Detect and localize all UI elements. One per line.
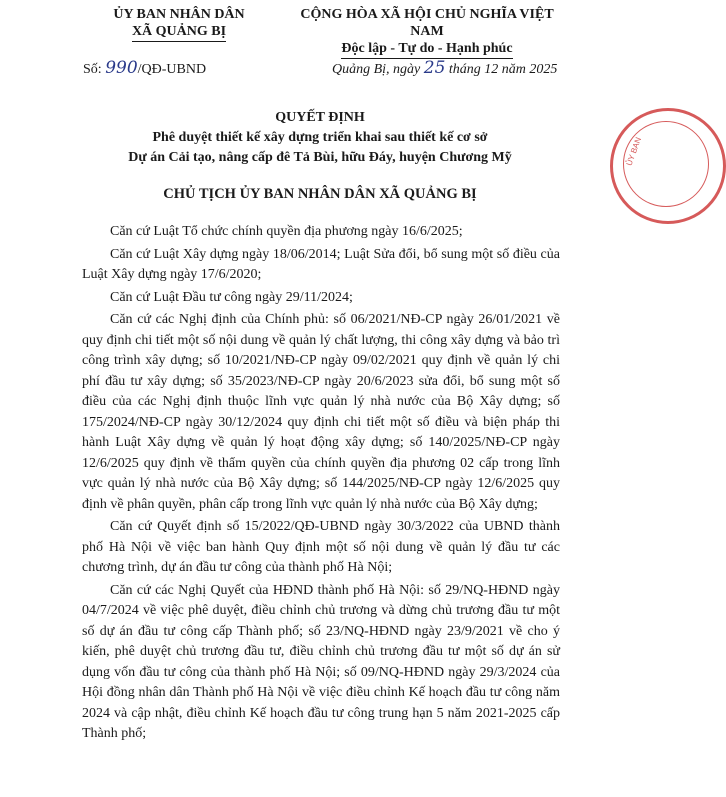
reference-number-handwritten: 990: [105, 58, 138, 78]
legal-basis-paragraph: Căn cứ các Nghị Quyết của HĐND thành phố Hà Nội: số 29/NQ-HĐND ngày 04/7/2024 về việc phê duyệt, điều chỉnh chủ trương và dừng chủ trương đầu tư một số dự án đầu tư công cấp Thành phố; số 23/NQ-HĐND ngày 23/9/2021 về cho ý kiến, phê duyệt chủ trương đầu tư, điều chỉnh chủ trương đầu tư một số dự án sử dụng vốn đầu tư công của thành phố Hà Nội; số 09/NQ-HĐND ngày 29/3/2024 của Hội đồng nhân dân Thành phố Hà Nội về việc điều chỉnh Kế hoạch đầu tư công năm 2024 và cập nhật, điều chỉnh Kế hoạch đầu tư công trung hạn 5 năm 2021-2025 cấp Thành phố;: [82, 582, 560, 741]
issuer-line1: ỦY BAN NHÂN DÂN: [113, 7, 245, 22]
reference-suffix: /QĐ-UBND: [137, 62, 207, 77]
issuer-block: [84, 6, 274, 42]
official-seal: [610, 108, 726, 224]
date-day-handwritten: 25: [423, 58, 446, 78]
legal-basis-paragraph: Căn cứ Quyết định số 15/2022/QĐ-UBND ngày 30/3/2022 của UBND thành phố Hà Nội về việc ban hành Quy định một số nội dung về quản lý đầu tư các chương trình, dự án đầu tư công của thành phố Hà Nội;: [82, 519, 560, 575]
issuing-authority: CHỦ TỊCH ỦY BAN NHÂN DÂN XÃ QUẢNG BỊ: [163, 186, 477, 202]
legal-basis-paragraph: Căn cứ Luật Xây dựng ngày 18/06/2014; Luật Sửa đổi, bổ sung một số điều của Luật Xây dựng ngày 17/6/2020;: [82, 246, 560, 282]
date-suffix: tháng 12 năm 2025: [448, 62, 558, 77]
national-title: CỘNG HÒA XÃ HỘI CHỦ NGHĨA VIỆT NAM: [300, 7, 554, 39]
national-header: [292, 6, 562, 59]
issue-date: [332, 58, 557, 78]
seal-text: ỦY BAN: [624, 136, 644, 167]
date-prefix: Quảng Bị, ngày: [332, 62, 421, 77]
national-motto: Độc lập - Tự do - Hạnh phúc: [341, 40, 512, 59]
reference-number: [83, 58, 206, 78]
document-type: QUYẾT ĐỊNH: [275, 110, 365, 125]
document-subtitle-2: Dự án Cải tạo, nâng cấp đê Tả Bùi, hữu Đáy, huyện Chương Mỹ: [128, 150, 512, 165]
issuer-line2: XÃ QUẢNG BỊ: [132, 23, 226, 42]
reference-prefix: Số:: [83, 62, 102, 77]
legal-basis-paragraph: Căn cứ các Nghị định của Chính phủ: số 06/2021/NĐ-CP ngày 26/01/2021 về quy định chi tiết một số nội dung về quản lý chất lượng, thi công xây dựng và bảo trì công trình xây dựng; số 10/2021/NĐ-CP ngày 09/02/2021 quy định về quản lý chi phí đầu tư xây dựng; số 35/2023/NĐ-CP ngày 20/6/2023 sửa đổi, bổ sung một số điều của các Nghị định thuộc lĩnh vực quản lý nhà nước của Bộ Xây dựng; số 175/2024/NĐ-CP ngày 30/12/2024 quy định chi tiết một số điều và biện pháp thi hành Luật Xây dựng về quản lý hoạt động xây dựng; số 140/2025/NĐ-CP ngày 12/6/2025 quy định về thẩm quyền của chính quyền địa phương 02 cấp trong lĩnh vực quản lý nhà nước của Bộ Xây dựng; số 144/2025/NĐ-CP ngày 12/6/2025 quy định về phân quyền, phân cấp trong lĩnh vực quản lý nhà nước của Bộ Xây dựng;: [82, 312, 560, 512]
document-subtitle-1: Phê duyệt thiết kế xây dựng triển khai sau thiết kế cơ sở: [152, 130, 488, 145]
legal-basis-paragraph: Căn cứ Luật Tổ chức chính quyền địa phương ngày 16/6/2025;: [110, 224, 463, 239]
document-body: [82, 222, 560, 745]
legal-basis-paragraph: Căn cứ Luật Đầu tư công ngày 29/11/2024;: [110, 289, 353, 305]
